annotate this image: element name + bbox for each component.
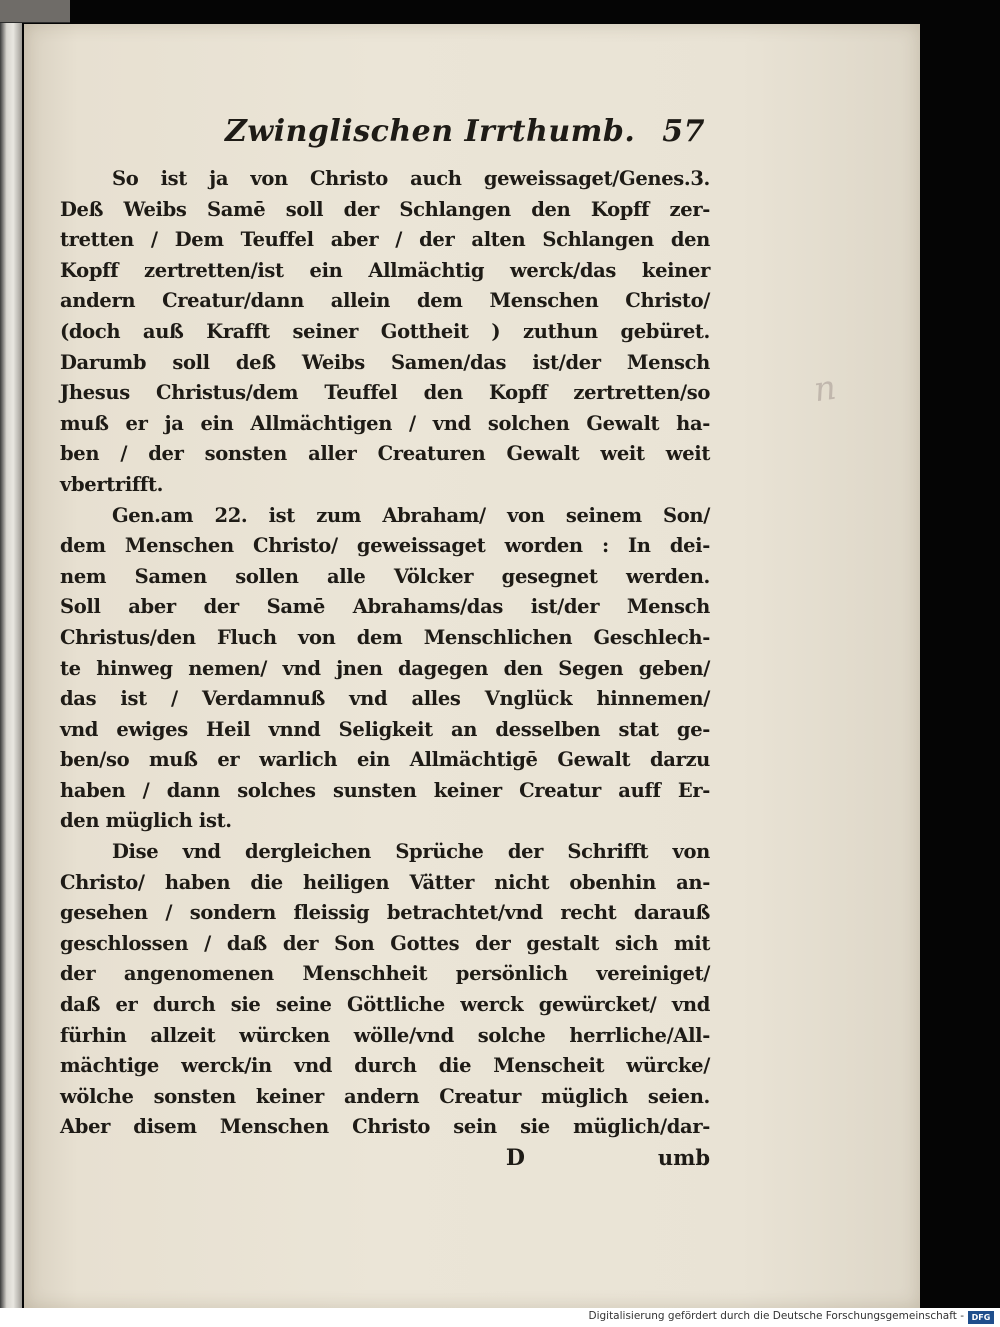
text-line: andern Creatur/dann allein dem Menschen Christo/ (60, 289, 710, 313)
dfg-logo-icon: DFG (968, 1311, 994, 1324)
text-line: Deß Weibs Samē soll der Schlangen den Kopff zer- (60, 197, 710, 221)
running-head (225, 114, 705, 164)
digitization-footer (0, 1308, 1000, 1327)
page-text-block (60, 114, 710, 1177)
text-line: Soll aber der Samē Abrahams/das ist/der Mensch (60, 595, 710, 619)
text-line: haben / dann solches sunsten keiner Creatur auff Er- (60, 778, 710, 802)
text-line: gesehen / sondern fleissig betrachtet/vnd recht darauß (60, 901, 710, 925)
text-line: der angenomenen Menschheit persönlich vereiniget/ (60, 962, 710, 986)
text-line: Darumb soll deß Weibs Samen/das ist/der Mensch (60, 350, 710, 374)
text-line: geschlossen / daß der Son Gottes der gestalt sich mit (60, 931, 710, 955)
text-line: vnd ewiges Heil vnnd Seligkeit an desselben stat ge- (60, 717, 710, 741)
text-line: te hinweg nemen/ vnd jnen dagegen den Segen geben/ (60, 656, 710, 680)
scanner-corner-tab (0, 0, 70, 23)
text-line: Dise vnd dergleichen Sprüche der Schrifft von (112, 840, 710, 864)
faded-margin-note: n (811, 367, 839, 411)
text-line: den müglich ist. (60, 809, 232, 833)
running-head-title: Zwinglischen Irrthumb. (225, 114, 636, 149)
text-line: ben / der sonsten aller Creaturen Gewalt weit weit (60, 442, 710, 466)
text-line: daß er durch sie seine Göttliche werck gewürcket/ vnd (60, 993, 710, 1017)
book-page (24, 24, 920, 1308)
text-line: dem Menschen Christo/ geweissaget worden : In dei- (60, 534, 710, 558)
signature-mark: D (505, 1145, 525, 1171)
catchword: umb (657, 1145, 710, 1170)
text-line: (doch auß Krafft seiner Gottheit ) zuthun gebüret. (60, 319, 710, 343)
book-binding-edge (0, 0, 22, 1308)
body-text (60, 164, 710, 1143)
text-line: fürhin allzeit würcken wölle/vnd solche herrliche/All- (60, 1023, 710, 1047)
text-line: Aber disem Menschen Christo sein sie müglich/dar- (60, 1115, 710, 1139)
text-line: ben/so muß er warlich ein Allmächtigē Gewalt darzu (60, 748, 710, 772)
text-line: tretten / Dem Teuffel aber / der alten Schlangen den (60, 228, 710, 252)
text-line: muß er ja ein Allmächtigen / vnd solchen Gewalt ha- (60, 411, 710, 435)
text-line: So ist ja von Christo auch geweissaget/Genes.3. (112, 167, 710, 190)
page-number: 57 (662, 114, 705, 149)
funding-credit: Digitalisierung gefördert durch die Deutsche Forschungsgemeinschaft - (588, 1310, 964, 1322)
text-line: mächtige werck/in vnd durch die Menscheit würcke/ (60, 1054, 710, 1078)
text-line: Kopff zertretten/ist ein Allmächtig werck/das keiner (60, 258, 710, 282)
catchline (60, 1145, 710, 1177)
text-line: Christo/ haben die heiligen Vätter nicht obenhin an- (60, 870, 710, 894)
text-line: Christus/den Fluch von dem Menschlichen Geschlech- (60, 625, 710, 649)
text-line: Gen.am 22. ist zum Abraham/ von seinem Son/ (112, 503, 710, 527)
text-line: wölche sonsten keiner andern Creatur müglich seien. (60, 1084, 710, 1108)
text-line: Jhesus Christus/dem Teuffel den Kopff zertretten/so (60, 381, 710, 405)
text-line: vbertrifft. (60, 472, 164, 496)
text-line: nem Samen sollen alle Völcker gesegnet werden. (60, 564, 710, 588)
text-line: das ist / Verdamnuß vnd alles Vnglück hinnemen/ (60, 687, 710, 711)
